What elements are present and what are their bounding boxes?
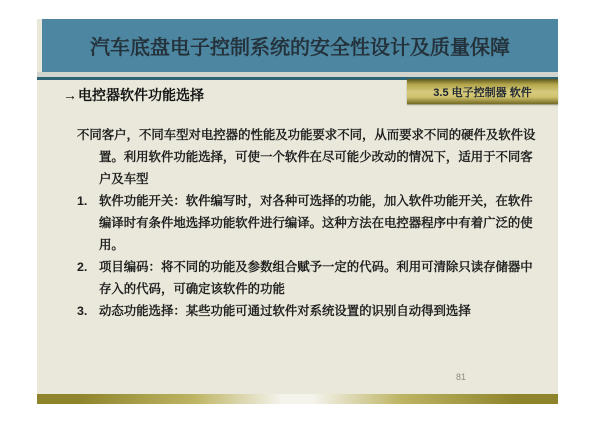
slide-title: 汽车底盘电子控制系统的安全性设计及质量保障 <box>90 37 510 59</box>
list-item-number: 3. <box>77 304 88 318</box>
bottom-gradient-bar <box>37 394 558 404</box>
list-item <box>77 256 539 300</box>
section-badge <box>407 79 558 104</box>
list-item-text: 动态功能选择：某些功能可通过软件对系统设置的识别自动得到选择 <box>99 304 471 318</box>
intro-paragraph: 不同客户，不同车型对电控器的性能及功能要求不同，从而要求不同的硬件及软件设置。利用软件功能选择，可使一个软件在尽可能少改动的情况下，适用于不同客户及车型 <box>77 128 536 186</box>
list-item <box>77 190 539 256</box>
list-item-number: 1. <box>77 194 88 208</box>
slide-title-band <box>42 19 558 72</box>
list-item-text: 项目编码：将不同的功能及参数组合赋予一定的代码。利用可清除只读存储器中存入的代码，可确定该软件的功能 <box>99 260 533 296</box>
subtitle-text: 电控器软件功能选择 <box>78 87 204 103</box>
section-badge-label: 3.5 电子控制器 软件 <box>433 86 532 99</box>
slide-body <box>77 124 539 322</box>
page-number: 81 <box>455 372 466 382</box>
list-item-number: 2. <box>77 260 88 274</box>
slide-subtitle <box>63 87 204 104</box>
numbered-list <box>77 190 539 322</box>
list-item-text: 软件功能开关：软件编写时，对各种可选择的功能，加入软件功能开关，在软件编译时有条件地选择功能软件进行编译。这种方法在电控器程序中有着广泛的使用。 <box>99 194 533 252</box>
list-item <box>77 300 539 322</box>
slide <box>37 19 558 404</box>
right-arrow-icon: → <box>63 87 77 103</box>
